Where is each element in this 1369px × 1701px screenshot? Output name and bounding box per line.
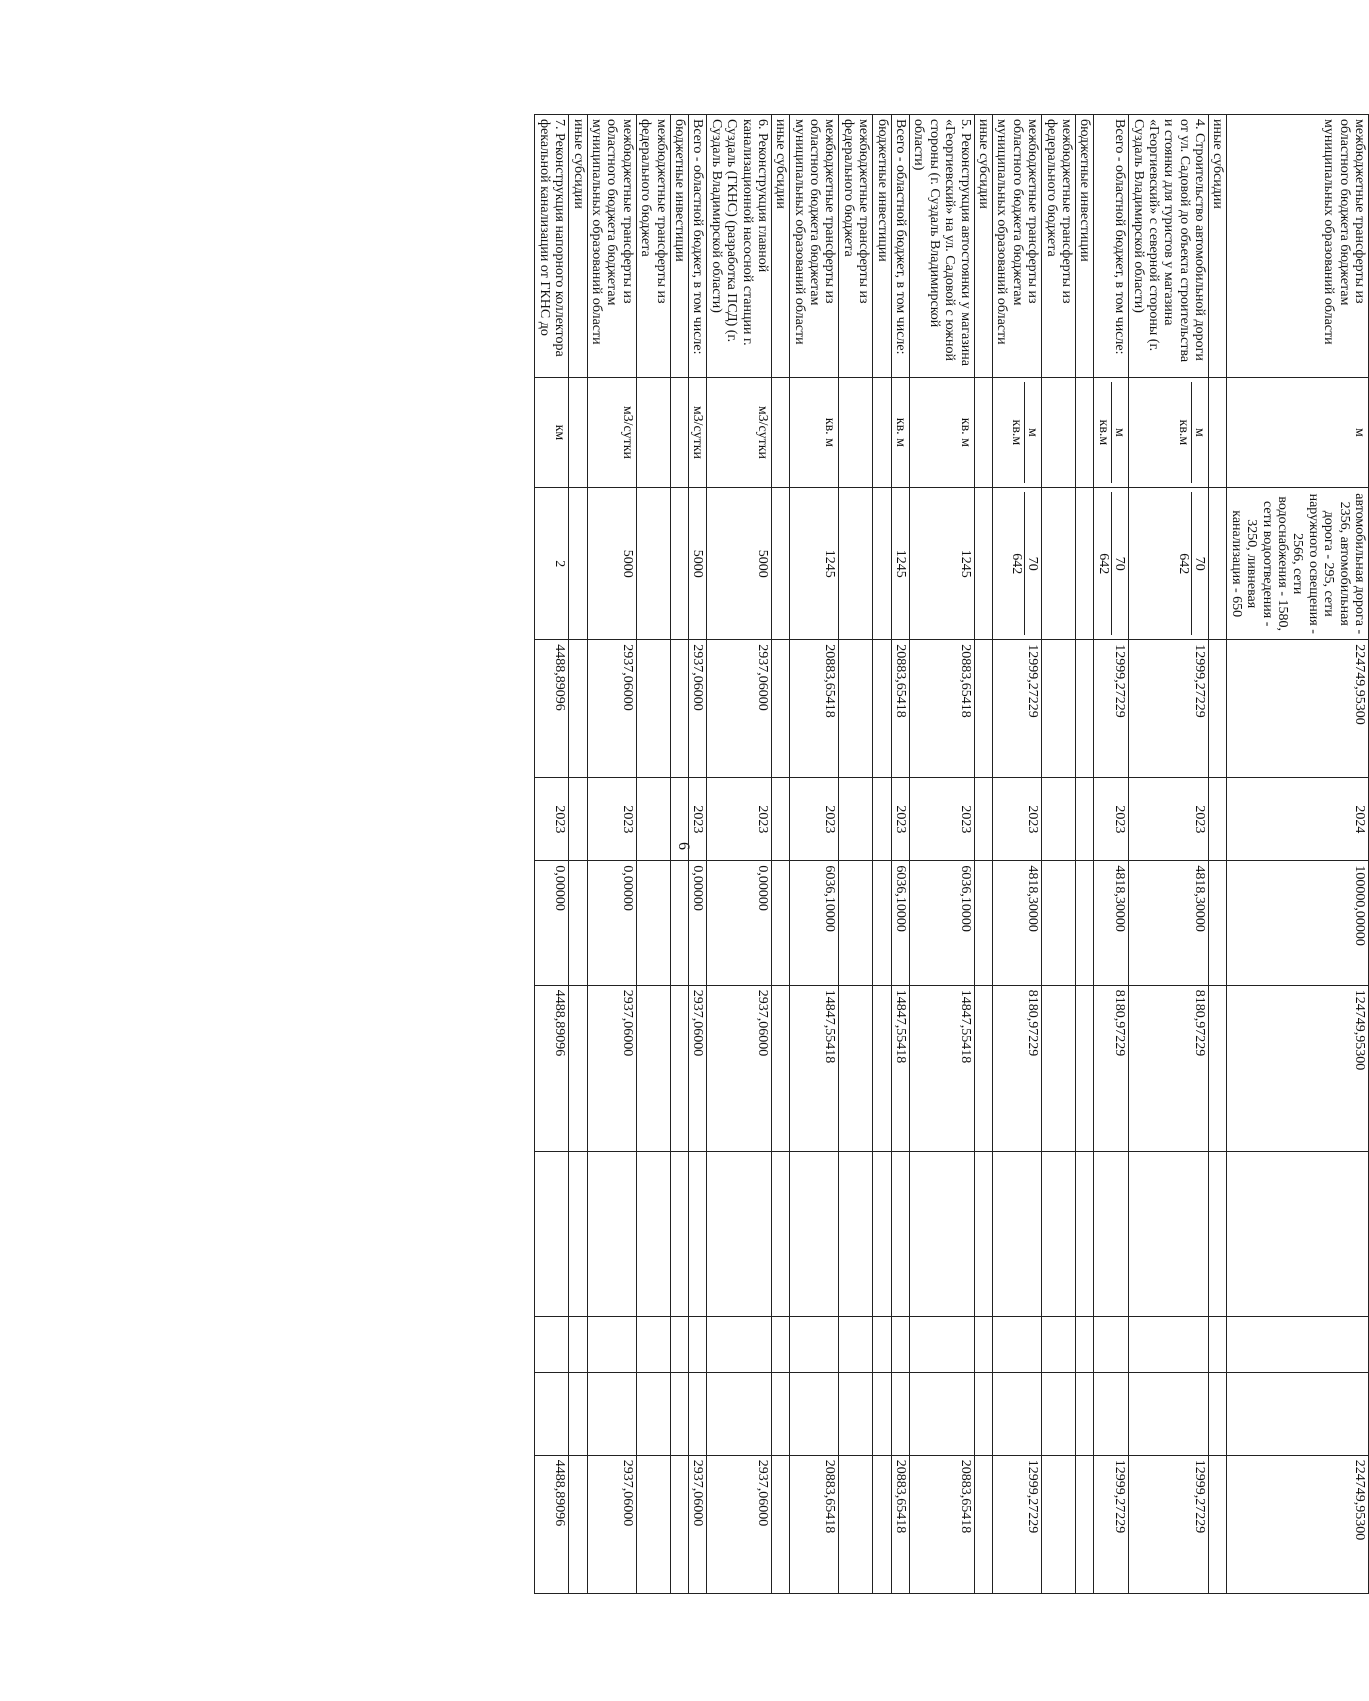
cell-capacity: 2 xyxy=(535,488,569,640)
cell-v1: 4818,30000 xyxy=(1129,861,1209,985)
cell-unit-line1: м xyxy=(1025,427,1041,437)
cell-year xyxy=(1075,778,1093,861)
cell-total xyxy=(1075,1455,1093,1593)
cell-cost: 12999,27229 xyxy=(1094,640,1129,778)
cell-v4 xyxy=(636,1317,670,1372)
row-name: межбюджетные трансферты из областного бюджета бюджетам муниципальных образований области xyxy=(587,115,636,378)
cell-year: 2023 xyxy=(1129,778,1209,861)
cell-v2: 14847,55418 xyxy=(910,985,975,1151)
cell-capacity xyxy=(670,488,688,640)
cell-v4 xyxy=(771,1317,789,1372)
cell-v1 xyxy=(771,861,789,985)
cell-v3 xyxy=(839,1151,873,1317)
cell-v4 xyxy=(1129,1317,1209,1372)
row-name: бюджетные инвестиции xyxy=(873,115,891,378)
table-row xyxy=(771,115,789,1594)
cell-v1 xyxy=(569,861,587,985)
row-name: иные субсидии xyxy=(569,115,587,378)
cell-capacity: 1245 xyxy=(790,488,839,640)
cell-v2: 14847,55418 xyxy=(790,985,839,1151)
cell-cost xyxy=(873,640,891,778)
cell-v3 xyxy=(993,1151,1042,1317)
table-row xyxy=(670,115,688,1594)
cell-v2: 124749,95300 xyxy=(1227,985,1369,1151)
cell-v2 xyxy=(1209,985,1227,1151)
cell-v2: 2937,06000 xyxy=(707,985,772,1151)
cell-unit xyxy=(670,377,688,488)
cell-total xyxy=(569,1455,587,1593)
cell-total xyxy=(873,1455,891,1593)
cell-v1 xyxy=(974,861,992,985)
cell-capacity xyxy=(1209,488,1227,640)
cell-unit-line1: м xyxy=(1192,427,1208,437)
cell-v2 xyxy=(873,985,891,1151)
cell-v4 xyxy=(569,1317,587,1372)
cell-year: 2023 xyxy=(587,778,636,861)
cell-v5 xyxy=(707,1372,772,1455)
cell-capacity: 1245 xyxy=(891,488,909,640)
cell-v3 xyxy=(873,1151,891,1317)
cell-year xyxy=(670,778,688,861)
cell-v2 xyxy=(670,985,688,1151)
cell-cost: 20883,65418 xyxy=(910,640,975,778)
cell-v2: 4488,89096 xyxy=(535,985,569,1151)
cell-unit xyxy=(1042,377,1076,488)
cell-cost: 2937,06000 xyxy=(587,640,636,778)
cell-capacity xyxy=(636,488,670,640)
cell-unit: кв. м xyxy=(891,377,909,488)
cell-capacity-line1: 70 xyxy=(1025,556,1041,571)
cell-v5 xyxy=(771,1372,789,1455)
cell-year: 2023 xyxy=(790,778,839,861)
row-name: Всего - областной бюджет, в том числе: xyxy=(1094,115,1129,378)
cell-capacity xyxy=(1075,488,1093,640)
cell-v1 xyxy=(1075,861,1093,985)
cell-cost: 20883,65418 xyxy=(790,640,839,778)
cell-v1: 100000,00000 xyxy=(1227,861,1369,985)
cell-total xyxy=(670,1455,688,1593)
cell-v5 xyxy=(670,1372,688,1455)
cell-year: 2023 xyxy=(1094,778,1129,861)
table-row xyxy=(1075,115,1093,1594)
cell-total: 20883,65418 xyxy=(910,1455,975,1593)
cell-v3 xyxy=(535,1151,569,1317)
cell-unit xyxy=(1075,377,1093,488)
cell-unit xyxy=(873,377,891,488)
cell-capacity-line2: 642 xyxy=(1175,492,1191,635)
cell-v4 xyxy=(790,1317,839,1372)
cell-cost: 2937,06000 xyxy=(688,640,706,778)
cell-total: 2937,06000 xyxy=(688,1455,706,1593)
cell-year: 2024 xyxy=(1227,778,1369,861)
cell-v2 xyxy=(1042,985,1076,1151)
cell-unit: м xyxy=(1227,377,1369,488)
cell-v5 xyxy=(910,1372,975,1455)
cell-capacity: автомобильная дорога - 2356, автомобильная дорога - 295, сети наружного освещения - 2566, сети водоснабжения - 1580, сети водоотведения - 3250, ливневая канализация - 650 xyxy=(1227,488,1369,640)
cell-v3 xyxy=(670,1151,688,1317)
cell-total xyxy=(839,1455,873,1593)
budget-table xyxy=(534,114,1369,1594)
cell-v1: 4818,30000 xyxy=(1094,861,1129,985)
cell-total: 12999,27229 xyxy=(1129,1455,1209,1593)
cell-cost xyxy=(1075,640,1093,778)
table-row xyxy=(873,115,891,1594)
cell-v1: 4818,30000 xyxy=(993,861,1042,985)
cell-year: 2023 xyxy=(891,778,909,861)
row-name: бюджетные инвестиции xyxy=(1075,115,1093,378)
cell-capacity-line2: 642 xyxy=(1008,492,1024,635)
cell-v1: 6036,10000 xyxy=(910,861,975,985)
cell-v5 xyxy=(993,1372,1042,1455)
cell-v3 xyxy=(636,1151,670,1317)
cell-v4 xyxy=(688,1317,706,1372)
cell-unit xyxy=(993,377,1042,488)
cell-v4 xyxy=(1094,1317,1129,1372)
cell-v5 xyxy=(587,1372,636,1455)
row-name: иные субсидии xyxy=(771,115,789,378)
cell-v3 xyxy=(771,1151,789,1317)
cell-v5 xyxy=(1129,1372,1209,1455)
cell-unit: км xyxy=(535,377,569,488)
cell-v4 xyxy=(1209,1317,1227,1372)
cell-cost xyxy=(636,640,670,778)
cell-v2 xyxy=(974,985,992,1151)
cell-total: 12999,27229 xyxy=(993,1455,1042,1593)
cell-year xyxy=(1042,778,1076,861)
cell-v2: 2937,06000 xyxy=(688,985,706,1151)
cell-unit: м3/сутки xyxy=(587,377,636,488)
cell-total xyxy=(636,1455,670,1593)
cell-total: 20883,65418 xyxy=(790,1455,839,1593)
table-row xyxy=(707,115,772,1594)
cell-year xyxy=(974,778,992,861)
row-name: межбюджетные трансферты из федерального бюджета xyxy=(636,115,670,378)
cell-v1: 0,00000 xyxy=(707,861,772,985)
table-row xyxy=(1209,115,1227,1594)
cell-unit xyxy=(1209,377,1227,488)
cell-v3 xyxy=(1209,1151,1227,1317)
cell-capacity xyxy=(771,488,789,640)
cell-cost xyxy=(839,640,873,778)
row-name: межбюджетные трансферты из областного бюджета бюджетам муниципальных образований области xyxy=(993,115,1042,378)
cell-total xyxy=(1209,1455,1227,1593)
cell-year xyxy=(1209,778,1227,861)
cell-capacity xyxy=(1094,488,1129,640)
cell-v5 xyxy=(1227,1372,1369,1455)
cell-capacity-line2: 642 xyxy=(1095,492,1111,635)
table-row xyxy=(1129,115,1209,1594)
cell-v4 xyxy=(707,1317,772,1372)
row-name: Всего - областной бюджет, в том числе: xyxy=(688,115,706,378)
cell-v5 xyxy=(535,1372,569,1455)
cell-unit: м3/сутки xyxy=(707,377,772,488)
cell-v4 xyxy=(1227,1317,1369,1372)
cell-total: 2937,06000 xyxy=(707,1455,772,1593)
cell-v1: 0,00000 xyxy=(688,861,706,985)
cell-v1 xyxy=(670,861,688,985)
cell-total: 224749,95300 xyxy=(1227,1455,1369,1593)
cell-v5 xyxy=(891,1372,909,1455)
row-name: 4. Строительство автомобильной дороги от ул. Садовой до объекта строительства и стоянки для туристов у магазина «Георгиевский» с северной стороны (г. Суздаль Владимирской области) xyxy=(1129,115,1209,378)
table-row xyxy=(1227,115,1369,1594)
cell-v4 xyxy=(1075,1317,1093,1372)
cell-v2 xyxy=(771,985,789,1151)
table-row xyxy=(636,115,670,1594)
cell-v3 xyxy=(974,1151,992,1317)
cell-v3 xyxy=(891,1151,909,1317)
cell-unit xyxy=(1129,377,1209,488)
row-name: межбюджетные трансферты из областного бюджета бюджетам муниципальных образований области xyxy=(790,115,839,378)
cell-year: 2023 xyxy=(910,778,975,861)
cell-cost: 20883,65418 xyxy=(891,640,909,778)
table-row xyxy=(1094,115,1129,1594)
cell-capacity: 1245 xyxy=(910,488,975,640)
row-name: 6. Реконструкция главной канализационной насосной станции г. Суздаль (ГКНС) (разработка ПСД) (г. Суздаль Владимирской области) xyxy=(707,115,772,378)
cell-unit xyxy=(569,377,587,488)
cell-v1 xyxy=(636,861,670,985)
row-name: 7. Реконструкция напорного коллектора фекальной канализации от ГКНС до xyxy=(535,115,569,378)
row-name: бюджетные инвестиции xyxy=(670,115,688,378)
cell-v2: 2937,06000 xyxy=(587,985,636,1151)
cell-v3 xyxy=(1227,1151,1369,1317)
cell-v3 xyxy=(790,1151,839,1317)
cell-v3 xyxy=(569,1151,587,1317)
table-row xyxy=(839,115,873,1594)
cell-v5 xyxy=(1209,1372,1227,1455)
cell-capacity xyxy=(873,488,891,640)
cell-v3 xyxy=(587,1151,636,1317)
cell-v5 xyxy=(569,1372,587,1455)
row-name: межбюджетные трансферты из областного бюджета бюджетам муниципальных образований области xyxy=(1227,115,1369,378)
cell-v1 xyxy=(839,861,873,985)
cell-cost: 2937,06000 xyxy=(707,640,772,778)
cell-capacity xyxy=(839,488,873,640)
cell-v3 xyxy=(1042,1151,1076,1317)
cell-v5 xyxy=(1042,1372,1076,1455)
cell-v3 xyxy=(1094,1151,1129,1317)
cell-unit: кв. м xyxy=(910,377,975,488)
cell-v1: 0,00000 xyxy=(535,861,569,985)
row-name: иные субсидии xyxy=(1209,115,1227,378)
cell-v3 xyxy=(1075,1151,1093,1317)
cell-year xyxy=(569,778,587,861)
page-number: 6 xyxy=(675,842,692,850)
cell-v4 xyxy=(910,1317,975,1372)
cell-total xyxy=(974,1455,992,1593)
cell-capacity xyxy=(1042,488,1076,640)
cell-v5 xyxy=(1094,1372,1129,1455)
cell-v1 xyxy=(1042,861,1076,985)
cell-year xyxy=(636,778,670,861)
row-name: 5. Реконструкция автостоянки у магазина «Георгиевский» на ул. Садовой с южной стороны (г. Суздаль Владимирской области) xyxy=(910,115,975,378)
table-body xyxy=(535,115,1369,1594)
cell-v4 xyxy=(993,1317,1042,1372)
cell-unit xyxy=(1094,377,1129,488)
cell-cost: 224749,95300 xyxy=(1227,640,1369,778)
table-row xyxy=(587,115,636,1594)
cell-v1 xyxy=(873,861,891,985)
cell-v5 xyxy=(790,1372,839,1455)
cell-unit: кв. м xyxy=(790,377,839,488)
cell-v2: 8180,97229 xyxy=(1129,985,1209,1151)
cell-capacity xyxy=(569,488,587,640)
table-row xyxy=(535,115,569,1594)
cell-v3 xyxy=(707,1151,772,1317)
cell-cost xyxy=(1209,640,1227,778)
cell-unit-line2: кв.м xyxy=(1175,382,1191,484)
cell-v2 xyxy=(569,985,587,1151)
cell-capacity: 5000 xyxy=(688,488,706,640)
cell-total: 12999,27229 xyxy=(1094,1455,1129,1593)
cell-v1: 6036,10000 xyxy=(790,861,839,985)
cell-unit-line2: кв.м xyxy=(1008,382,1024,484)
cell-v2: 14847,55418 xyxy=(891,985,909,1151)
cell-v3 xyxy=(688,1151,706,1317)
cell-v2 xyxy=(839,985,873,1151)
cell-v1: 6036,10000 xyxy=(891,861,909,985)
table-row xyxy=(569,115,587,1594)
cell-v2 xyxy=(1075,985,1093,1151)
table-row xyxy=(993,115,1042,1594)
cell-unit-line2: кв.м xyxy=(1095,382,1111,484)
cell-capacity-line1: 70 xyxy=(1112,556,1128,571)
cell-unit xyxy=(974,377,992,488)
cell-unit: м3/сутки xyxy=(688,377,706,488)
cell-v3 xyxy=(1129,1151,1209,1317)
cell-cost: 4488,89096 xyxy=(535,640,569,778)
cell-total xyxy=(1042,1455,1076,1593)
cell-capacity xyxy=(974,488,992,640)
cell-total: 2937,06000 xyxy=(587,1455,636,1593)
cell-v5 xyxy=(688,1372,706,1455)
cell-v1 xyxy=(1209,861,1227,985)
cell-capacity xyxy=(993,488,1042,640)
table-row xyxy=(1042,115,1076,1594)
row-name: межбюджетные трансферты из федерального бюджета xyxy=(839,115,873,378)
cell-total xyxy=(771,1455,789,1593)
cell-cost xyxy=(974,640,992,778)
cell-year xyxy=(839,778,873,861)
cell-capacity: 5000 xyxy=(587,488,636,640)
cell-year xyxy=(771,778,789,861)
cell-year: 2023 xyxy=(688,778,706,861)
table-row xyxy=(688,115,706,1594)
cell-v2: 8180,97229 xyxy=(993,985,1042,1151)
row-name: межбюджетные трансферты из федерального бюджета xyxy=(1042,115,1076,378)
table-row xyxy=(891,115,909,1594)
cell-year: 2023 xyxy=(707,778,772,861)
cell-v2 xyxy=(636,985,670,1151)
cell-cost xyxy=(771,640,789,778)
cell-v4 xyxy=(974,1317,992,1372)
cell-total: 20883,65418 xyxy=(891,1455,909,1593)
cell-unit xyxy=(771,377,789,488)
cell-cost xyxy=(1042,640,1076,778)
cell-v5 xyxy=(636,1372,670,1455)
cell-year: 2023 xyxy=(993,778,1042,861)
cell-v4 xyxy=(873,1317,891,1372)
cell-v4 xyxy=(587,1317,636,1372)
cell-total: 4488,89096 xyxy=(535,1455,569,1593)
cell-v4 xyxy=(1042,1317,1076,1372)
table-row xyxy=(790,115,839,1594)
cell-cost: 12999,27229 xyxy=(1129,640,1209,778)
cell-unit-line1: м xyxy=(1112,427,1128,437)
cell-v5 xyxy=(974,1372,992,1455)
cell-v4 xyxy=(891,1317,909,1372)
rotated-table-container xyxy=(139,114,1369,1594)
cell-v5 xyxy=(839,1372,873,1455)
row-name: Всего - областной бюджет, в том числе: xyxy=(891,115,909,378)
row-name: иные субсидии xyxy=(974,115,992,378)
cell-year xyxy=(873,778,891,861)
cell-cost xyxy=(569,640,587,778)
cell-v5 xyxy=(873,1372,891,1455)
cell-v1: 0,00000 xyxy=(587,861,636,985)
cell-unit xyxy=(839,377,873,488)
cell-unit xyxy=(636,377,670,488)
table-row xyxy=(974,115,992,1594)
cell-capacity-line1: 70 xyxy=(1192,556,1208,571)
cell-capacity: 5000 xyxy=(707,488,772,640)
cell-v3 xyxy=(910,1151,975,1317)
cell-cost xyxy=(670,640,688,778)
cell-capacity xyxy=(1129,488,1209,640)
cell-v2: 8180,97229 xyxy=(1094,985,1129,1151)
cell-v4 xyxy=(839,1317,873,1372)
cell-v4 xyxy=(670,1317,688,1372)
cell-v4 xyxy=(535,1317,569,1372)
cell-cost: 12999,27229 xyxy=(993,640,1042,778)
table-row xyxy=(910,115,975,1594)
cell-year: 2023 xyxy=(535,778,569,861)
cell-v5 xyxy=(1075,1372,1093,1455)
